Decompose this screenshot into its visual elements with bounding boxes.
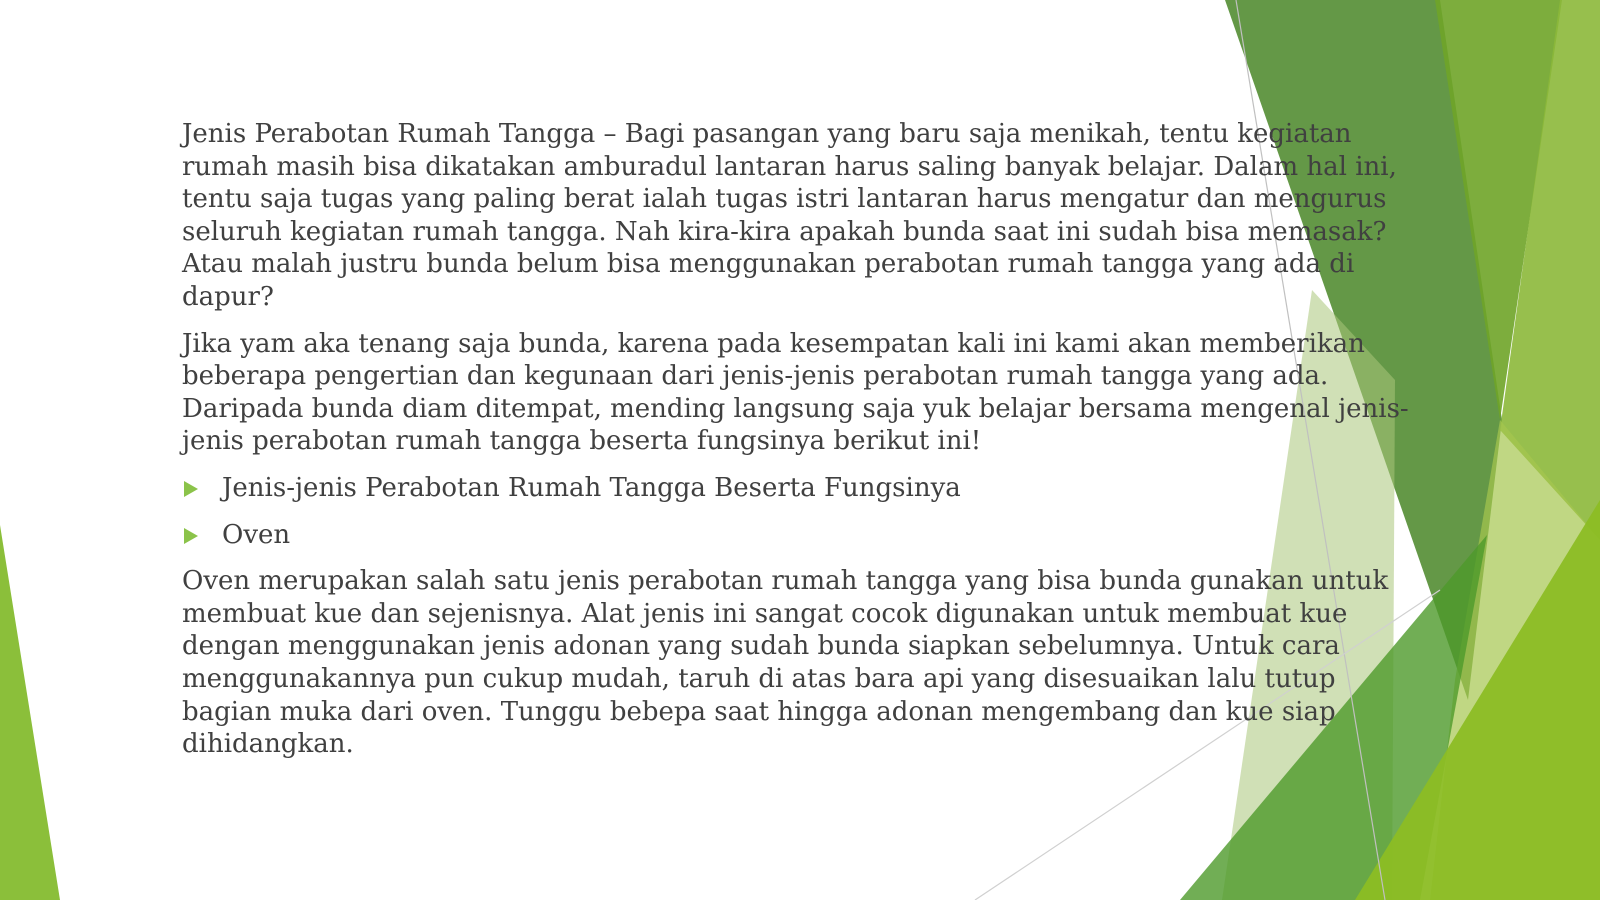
bullet-item [182,519,1412,552]
paragraph-intro: Jenis Perabotan Rumah Tangga – Bagi pasangan yang baru saja menikah, tentu kegiatan rumah masih bisa dikatakan amburadul lantaran harus saling banyak belajar. Dalam hal ini, tentu saja tugas yang paling berat ialah tugas istri lantaran harus mengatur dan mengurus seluruh kegiatan rumah tangga. Nah kira-kira apakah bunda saat ini sudah bisa memasak? Atau malah justru bunda belum bisa menggunakan perabotan rumah tangga yang ada di dapur? [182,119,1397,312]
triangle-bullet-icon [182,472,222,505]
deco-facet-left [0,525,60,900]
paragraph-oven: Oven merupakan salah satu jenis perabotan rumah tangga yang bisa bunda gunakan untuk membuat kue dan sejenisnya. Alat jenis ini sangat cocok digunakan untuk membuat kue dengan menggunakan jenis adonan yang sudah bunda siapkan sebelumnya. Untuk cara menggunakannya pun cukup mudah, taruh di atas bara api yang disesuaikan lalu tutup bagian muka dari oven. Tunggu bebepa saat hingga adonan mengembang dan kue siap dihidangkan. [182,566,1389,760]
slide-content [182,118,1412,775]
bullet-item [182,472,1412,505]
triangle-bullet-icon [182,519,222,552]
paragraph-explanation: Jika yam aka tenang saja bunda, karena pada kesempatan kali ini kami akan memberikan beberapa pengertian dan kegunaan dari jenis-jenis perabotan rumah tangga yang ada. Daripada bunda diam ditempat, mending langsung saja yuk belajar bersama mengenal jenis-jenis perabotan rumah tangga beserta fungsinya berikut ini! [182,328,1409,457]
bullet-text: Jenis-jenis Perabotan Rumah Tangga Beserta Fungsinya [222,472,961,503]
bullet-text: Oven [222,519,291,550]
